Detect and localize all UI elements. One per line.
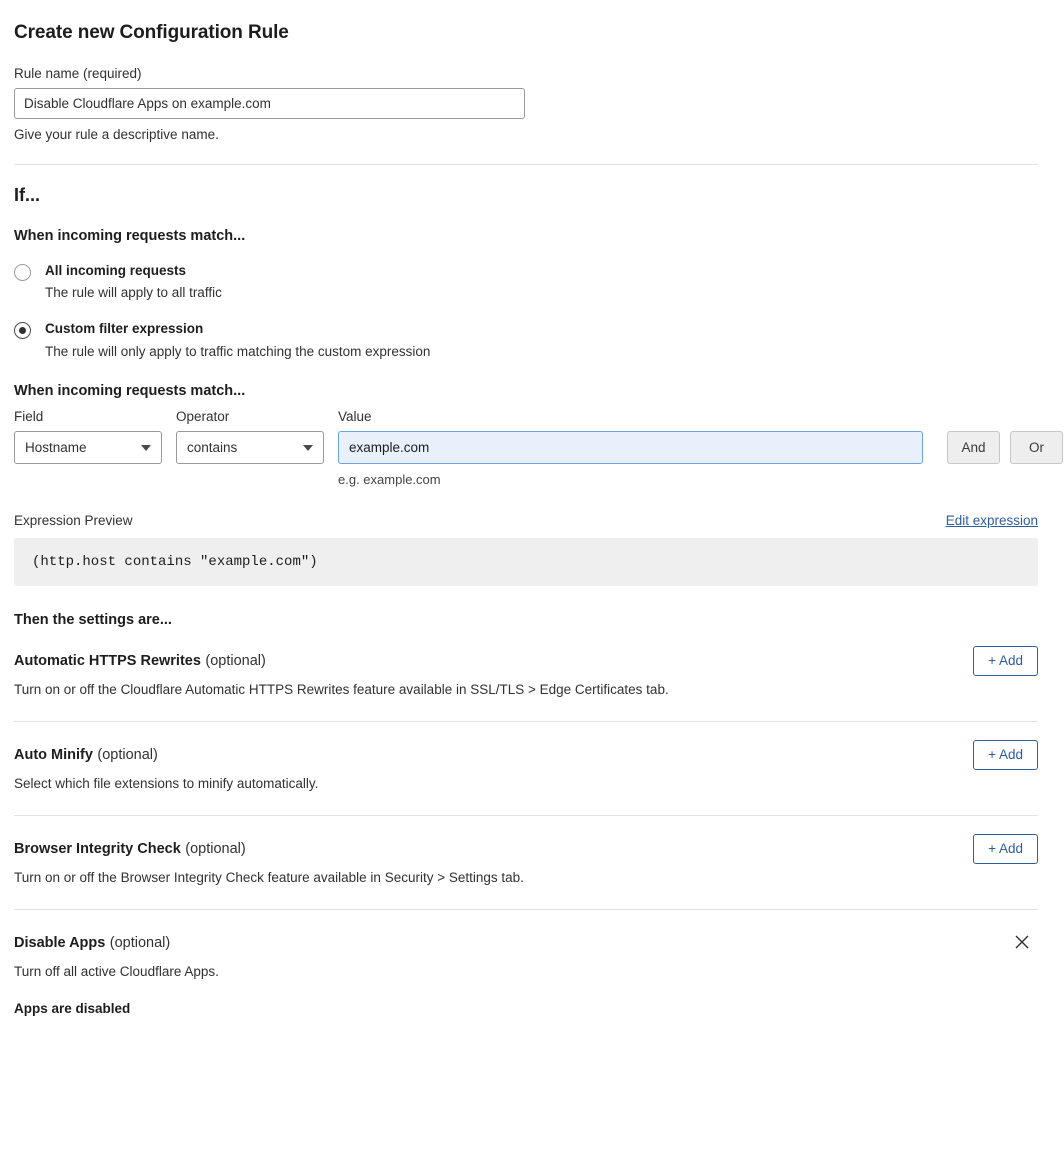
expression-preview-header	[14, 513, 1038, 528]
radio-icon-unselected[interactable]	[14, 264, 31, 281]
setting-disable-apps	[14, 909, 1038, 1016]
value-hint: e.g. example.com	[338, 471, 441, 487]
divider	[14, 164, 1038, 165]
rule-name-help: Give your rule a descriptive name.	[14, 127, 219, 142]
radio-custom-filter-expression-description: The rule will only apply to traffic matching the custom expression	[45, 343, 431, 359]
match-heading: When incoming requests match...	[14, 228, 246, 244]
filter-builder-heading: When incoming requests match...	[14, 382, 246, 399]
operator-column	[176, 409, 324, 464]
expression-preview-box: (http.host contains "example.com")	[14, 538, 1038, 586]
filter-builder-row	[14, 408, 1044, 487]
value-label: Value	[338, 408, 372, 424]
chevron-down-icon	[303, 445, 313, 451]
add-auto-minify-button[interactable]: + Add	[973, 740, 1038, 770]
setting-optional: (optional)	[109, 934, 171, 951]
field-label: Field	[14, 408, 44, 424]
field-select-value: Hostname	[25, 439, 87, 455]
field-select[interactable]	[14, 431, 162, 464]
page-title: Create new Configuration Rule	[14, 22, 289, 43]
rule-name-group	[14, 66, 1038, 142]
chevron-down-icon	[141, 445, 151, 451]
operator-label: Operator	[176, 408, 230, 424]
radio-all-incoming-requests-description: The rule will apply to all traffic	[45, 285, 222, 301]
setting-title: Auto Minify	[14, 746, 93, 763]
setting-automatic-https-rewrites	[14, 628, 1038, 697]
setting-browser-integrity-check	[14, 815, 1038, 885]
setting-title: Disable Apps	[14, 934, 106, 951]
value-column	[338, 409, 923, 487]
expression-preview-label: Expression Preview	[14, 512, 133, 528]
setting-description: Select which file extensions to minify automatically.	[14, 775, 319, 791]
rule-name-input[interactable]	[14, 88, 525, 119]
setting-optional: (optional)	[185, 840, 246, 857]
rule-name-label: Rule name (required)	[14, 66, 142, 81]
disable-apps-status: Apps are disabled	[14, 1000, 131, 1016]
setting-optional: (optional)	[205, 652, 266, 669]
field-column	[14, 409, 162, 464]
setting-title: Automatic HTTPS Rewrites	[14, 652, 201, 669]
radio-all-incoming-requests-label: All incoming requests	[45, 263, 187, 278]
setting-optional: (optional)	[97, 746, 158, 763]
add-browser-integrity-check-button[interactable]: + Add	[973, 834, 1038, 864]
setting-description: Turn on or off the Browser Integrity Check feature available in Security > Settings tab.	[14, 869, 524, 885]
value-input[interactable]	[338, 431, 923, 464]
setting-auto-minify	[14, 721, 1038, 791]
operator-select-value: contains	[187, 439, 238, 455]
close-icon	[1012, 932, 1036, 952]
radio-all-incoming-requests[interactable]	[14, 262, 1038, 302]
radio-custom-filter-expression[interactable]	[14, 320, 1038, 360]
operator-select[interactable]	[176, 431, 324, 464]
radio-icon-selected[interactable]	[14, 322, 31, 339]
setting-description: Turn on or off the Cloudflare Automatic HTTPS Rewrites feature available in SSL/TLS > Edge Certificates tab.	[14, 681, 669, 697]
add-automatic-https-rewrites-button[interactable]: + Add	[973, 646, 1038, 676]
edit-expression-link[interactable]: Edit expression	[945, 512, 1038, 528]
setting-title: Browser Integrity Check	[14, 840, 181, 857]
radio-custom-filter-expression-label: Custom filter expression	[45, 321, 204, 337]
setting-description: Turn off all active Cloudflare Apps.	[14, 963, 219, 979]
if-heading: If...	[14, 185, 40, 205]
or-button[interactable]: Or	[1010, 431, 1063, 464]
remove-disable-apps-button[interactable]	[1012, 930, 1036, 954]
and-button[interactable]: And	[947, 431, 1000, 464]
then-settings-heading: Then the settings are...	[14, 611, 172, 628]
